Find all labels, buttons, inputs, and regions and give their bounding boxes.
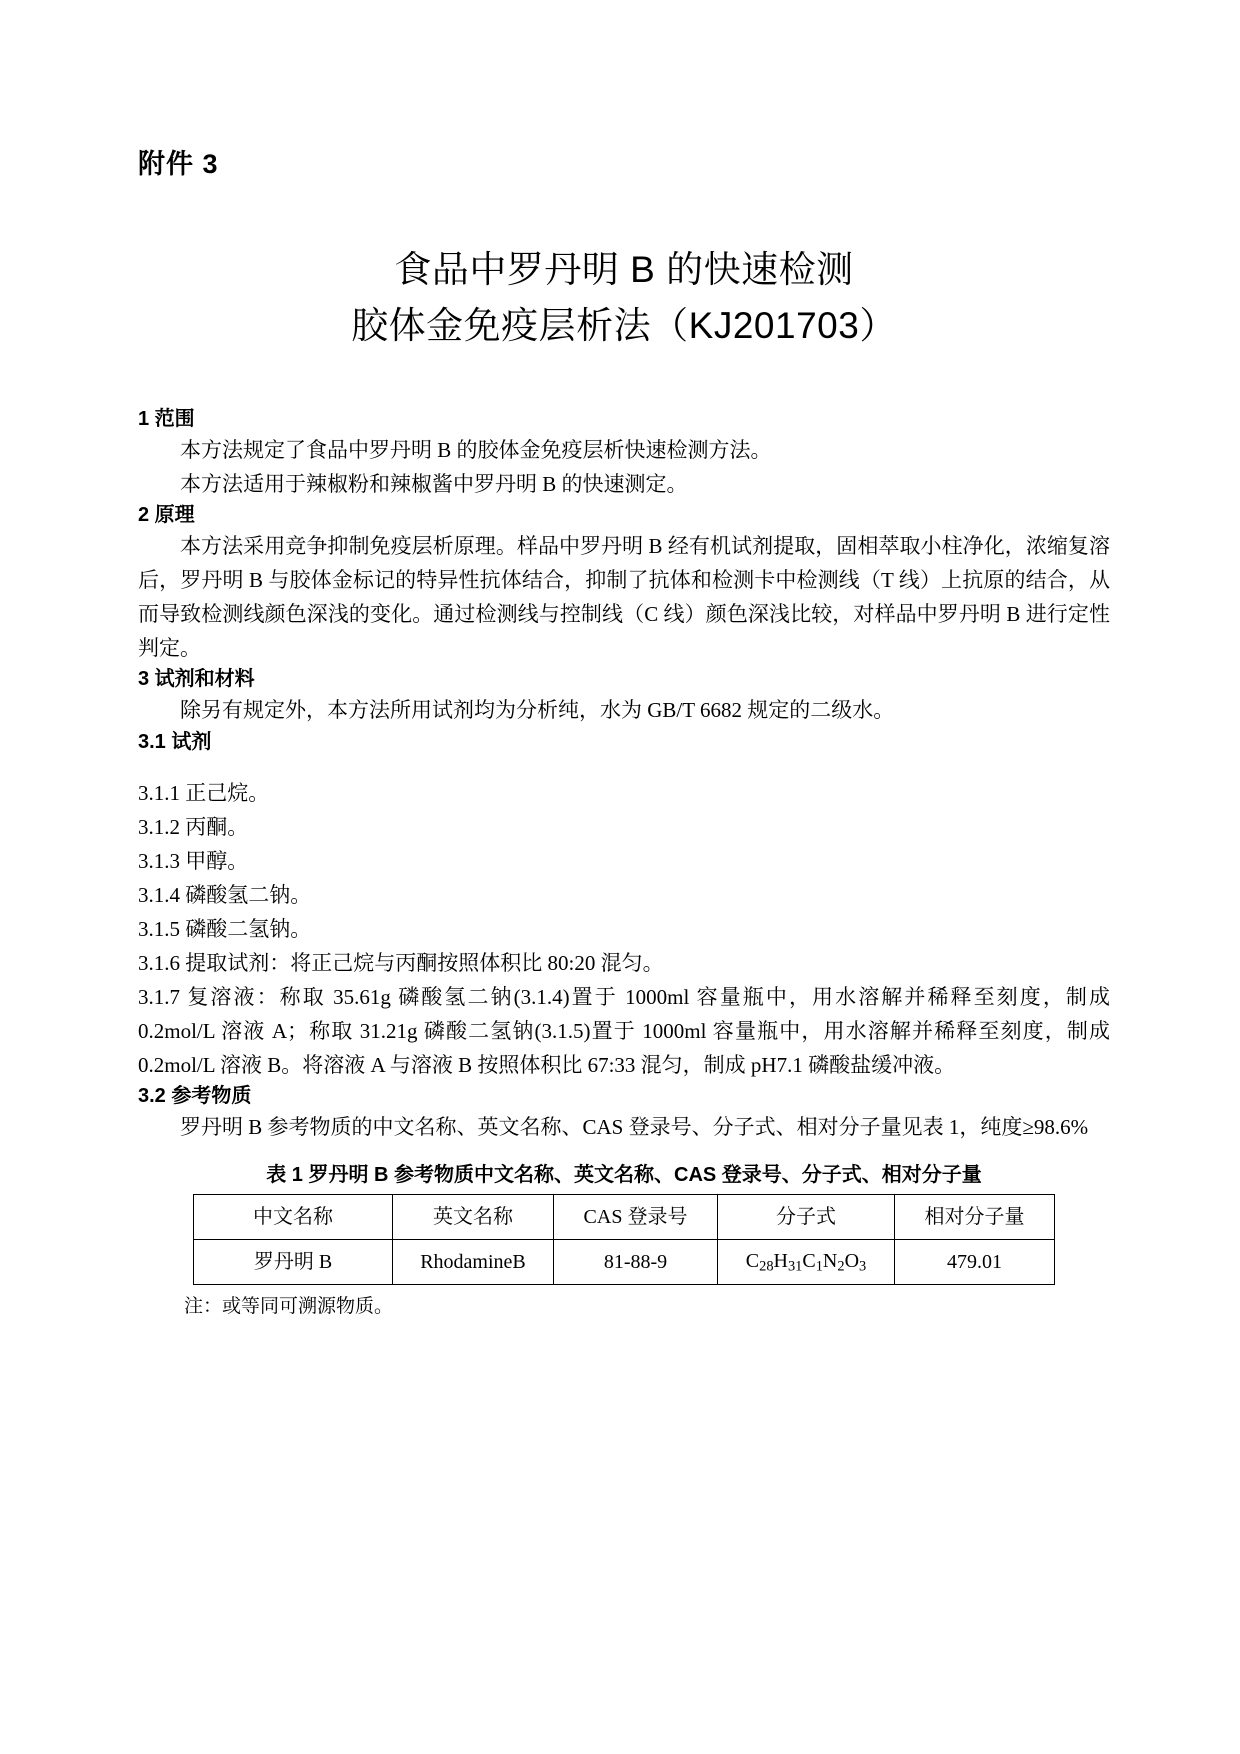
section-heading-principle: 2 原理	[138, 504, 195, 527]
cell-molecular-formula: $C_{28}H_{31}C_1N_2O_3$	[718, 1239, 895, 1284]
list-item: 3.1.2 丙酮。	[138, 814, 249, 839]
table-header-formula: 分子式	[718, 1194, 895, 1239]
attachment-label: 附件 3	[138, 149, 219, 179]
table-header-cas-number: CAS 登录号	[554, 1194, 718, 1239]
scope-paragraph-2: 本方法适用于辣椒粉和辣椒酱中罗丹明 B 的快速测定。	[180, 472, 688, 497]
table-header-chinese-name: 中文名称	[194, 1194, 393, 1239]
list-item: 3.1.6 提取试剂：将正己烷与丙酮按照体积比 80:20 混匀。	[138, 950, 664, 975]
section-heading-reagents-materials: 3 试剂和材料	[138, 668, 255, 691]
reagents-materials-paragraph-1: 除另有规定外，本方法所用试剂均为分析纯，水为 GB/T 6682 规定的二级水。	[180, 698, 895, 723]
reference-substance-table	[193, 1194, 1055, 1285]
principle-paragraph-1: 本方法采用竞争抑制免疫层析原理。样品中罗丹明 B 经有机试剂提取，固相萃取小柱净化，浓缩复溶后，罗丹明 B 与胶体金标记的特异性抗体结合，抑制了抗体和检测卡中检测线（T 线）上抗原的结合，从而导致检测线颜色深浅的变化。通过检测线与控制线（C 线）颜色深浅比较，对样品中罗丹明 B 进行定性判定。	[138, 534, 1110, 661]
section-heading-reference-substance: 3.2 参考物质	[138, 1084, 252, 1107]
list-item: 3.1.3 甲醇。	[138, 848, 249, 873]
list-item: 3.1.4 磷酸氢二钠。	[138, 882, 312, 907]
scope-paragraph-1: 本方法规定了食品中罗丹明 B 的胶体金免疫层析快速检测方法。	[180, 438, 772, 463]
list-item: 3.1.7 复溶液：称取 35.61g 磷酸氢二钠(3.1.4)置于 1000ml 容量瓶中，用水溶解并稀释至刻度，制成 0.2mol/L 溶液 A；称取 31.21g 磷酸二氢钠(3.1.5)置于 1000ml 容量瓶中，用水溶解并稀释至刻度，制成 0.2mol/L 溶液 B。将溶液 A 与溶液 B 按照体积比 67:33 混匀，制成 pH7.1 磷酸盐缓冲液。	[138, 984, 1110, 1077]
reference-substance-paragraph-1: 罗丹明 B 参考物质的中文名称、英文名称、CAS 登录号、分子式、相对分子量见表 1，纯度≥98.6%	[180, 1114, 1089, 1139]
table-header-english-name: 英文名称	[393, 1194, 554, 1239]
table-header-molecular-weight: 相对分子量	[895, 1194, 1055, 1239]
cell-chinese-name: 罗丹明 B	[194, 1239, 393, 1284]
section-heading-scope: 1 范围	[138, 408, 195, 431]
page-title-line-1: 食品中罗丹明 B 的快速检测	[394, 249, 854, 291]
reagent-list	[138, 776, 1110, 1082]
table-note: 注：或等同可溯源物质。	[184, 1295, 394, 1317]
page-content	[138, 0, 1110, 1320]
section-heading-reagents: 3.1 试剂	[138, 730, 212, 753]
table-caption: 表 1 罗丹明 B 参考物质中文名称、英文名称、CAS 登录号、分子式、相对分子量	[266, 1163, 982, 1186]
table-header-row	[194, 1194, 1055, 1239]
list-item: 3.1.5 磷酸二氢钠。	[138, 916, 312, 941]
list-item: 3.1.1 正己烷。	[138, 780, 270, 805]
table-row	[194, 1239, 1055, 1284]
cell-english-name: RhodamineB	[393, 1239, 554, 1284]
page-title	[138, 242, 1110, 353]
cell-cas-number: 81-88-9	[554, 1239, 718, 1284]
page-title-line-2: 胶体金免疫层析法（KJ201703）	[351, 304, 897, 346]
cell-molecular-weight: 479.01	[895, 1239, 1055, 1284]
